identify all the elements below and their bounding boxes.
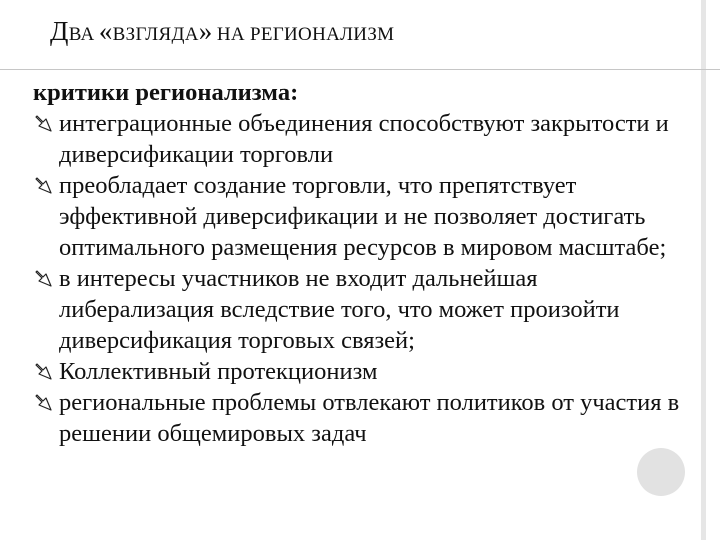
- title-part-2: ВЗГЛЯДА: [112, 24, 199, 45]
- title-cap-3: »: [198, 16, 213, 46]
- outline-arrow-down-right-icon: [34, 115, 54, 133]
- title-cap-1: Д: [50, 16, 69, 46]
- bullet-item: [33, 356, 683, 387]
- bullet-text: преобладает создание торговли, что препятствует эффективной диверсификации и не позволяет достигать оптимального размещения ресурсов в мировом масштабе;: [59, 172, 667, 261]
- bullet-text: интеграционные объединения способствуют закрытости и диверсификации торговли: [59, 110, 669, 168]
- bullet-list: [33, 108, 683, 449]
- bullet-item: [33, 108, 683, 170]
- title-part-1: ВА: [68, 24, 95, 45]
- slide-title: [50, 18, 394, 45]
- outline-arrow-down-right-icon: [34, 394, 54, 412]
- decorative-circle: [637, 448, 685, 496]
- outline-arrow-down-right-icon: [34, 270, 54, 288]
- lead-text: критики регионализма:: [33, 79, 299, 106]
- outline-arrow-down-right-icon: [34, 363, 54, 381]
- title-part-3: НА РЕГИОНАЛИЗМ: [216, 24, 395, 45]
- title-divider: [0, 69, 720, 70]
- bullet-item: [33, 170, 683, 263]
- slide-body: [33, 77, 683, 449]
- outline-arrow-down-right-icon: [34, 177, 54, 195]
- bullet-text: региональные проблемы отвлекают политиков от участия в решении общемировых задач: [59, 389, 680, 447]
- title-cap-2: «: [98, 16, 113, 46]
- bullet-text: Коллективный протекционизм: [59, 358, 378, 385]
- bullet-item: [33, 263, 683, 356]
- bullet-text: в интересы участников не входит дальнейшая либерализация вследствие того, что может произойти диверсификация торговых связей;: [59, 265, 620, 354]
- bullet-item: [33, 387, 683, 449]
- right-decorative-bar: [701, 0, 706, 540]
